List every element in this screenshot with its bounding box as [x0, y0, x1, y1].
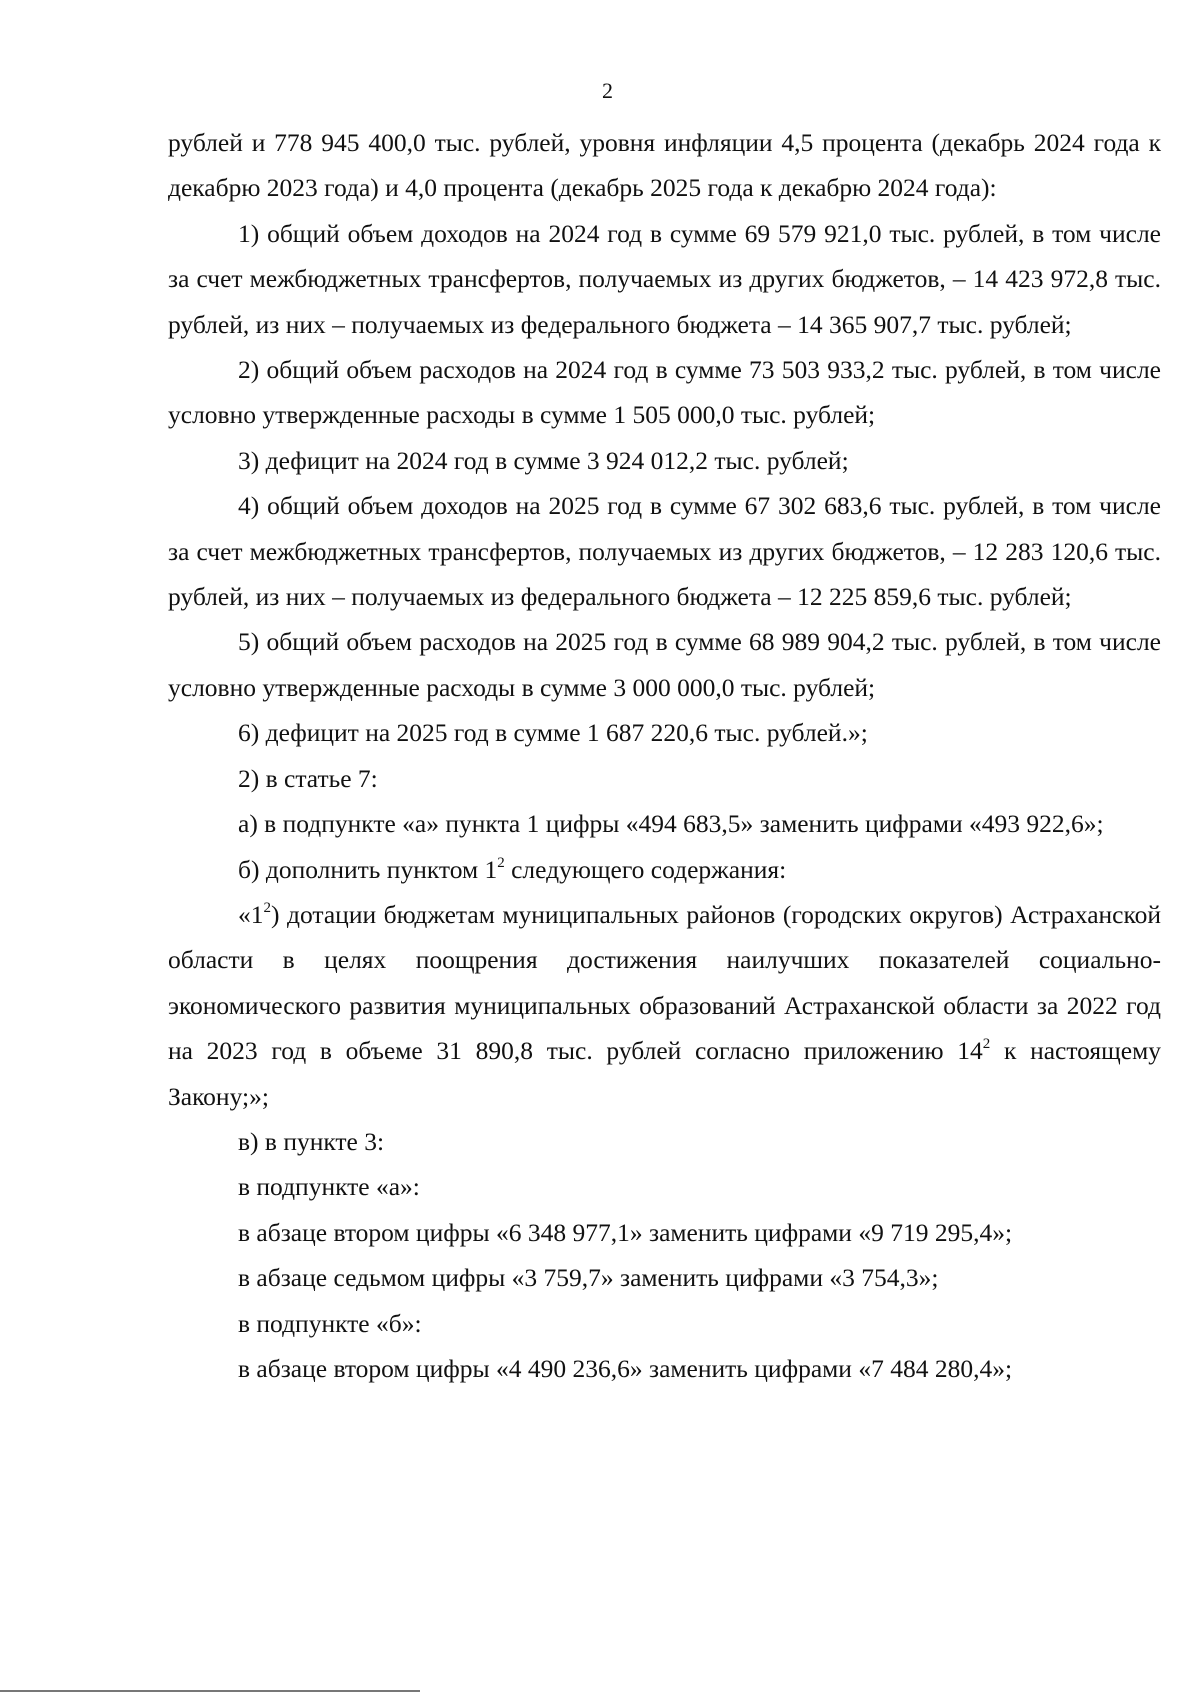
superscript: 2 — [497, 854, 505, 871]
text-fragment: к настоящему Закону;»; — [168, 1036, 1161, 1111]
paragraph-item-4-income-2025: 4) общий объем доходов на 2025 год в сумме 67 302 683,6 тыс. рублей, в том числе за счет межбюджетных трансфертов, получаемых из других бюджетов, – 12 283 120,6 тыс. рублей, из них – получаемых из федерального бюджета – 12 225 859,6 тыс. рублей; — [168, 491, 1161, 612]
paragraph-subitem-b — [168, 847, 1161, 892]
paragraph-item-1-income-2024: 1) общий объем доходов на 2024 год в сумме 69 579 921,0 тыс. рублей, в том числе за счет межбюджетных трансфертов, получаемых из других бюджетов, – 14 423 972,8 тыс. рублей, из них – получаемых из федерального бюджета – 14 365 907,7 тыс. рублей; — [168, 218, 1161, 339]
paragraph-abzac-7: в абзаце седьмом цифры «3 759,7» заменить цифрами «3 754,3»; — [238, 1263, 939, 1293]
paragraph-subsidies-clause — [168, 892, 1161, 1119]
page-number: 2 — [602, 78, 613, 103]
paragraph-subpoint-b: в подпункте «б»: — [238, 1308, 422, 1338]
document-body — [168, 120, 1161, 1391]
paragraph-article-7: 2) в статье 7: — [238, 763, 378, 793]
paragraph-item-5-expenses-2025: 5) общий объем расходов на 2025 год в сумме 68 989 904,2 тыс. рублей, в том числе условно утвержденные расходы в сумме 3 000 000,0 тыс. рублей; — [168, 627, 1161, 702]
paragraph-subpoint-a: в подпункте «а»: — [238, 1172, 420, 1202]
paragraph-subitem-a: а) в подпункте «а» пункта 1 цифры «494 683,5» заменить цифрами «493 922,6»; — [238, 809, 1104, 839]
superscript: 2 — [263, 899, 271, 916]
text-fragment: б) дополнить пунктом 1 — [238, 854, 498, 884]
paragraph-subitem-v: в) в пункте 3: — [238, 1126, 385, 1156]
superscript: 2 — [982, 1036, 991, 1053]
paragraph-item-6-deficit-2025: 6) дефицит на 2025 год в сумме 1 687 220,6 тыс. рублей.»; — [238, 718, 868, 748]
scan-edge-line — [0, 1690, 420, 1692]
paragraph-abzac-2-b: в абзаце втором цифры «4 490 236,6» заменить цифрами «7 484 280,4»; — [238, 1353, 1013, 1383]
paragraph-continuation: рублей и 778 945 400,0 тыс. рублей, уровня инфляции 4,5 процента (декабрь 2024 года к декабрю 2023 года) и 4,0 процента (декабрь 2025 года к декабрю 2024 года): — [168, 128, 1161, 203]
paragraph-abzac-2: в абзаце втором цифры «6 348 977,1» заменить цифрами «9 719 295,4»; — [238, 1217, 1013, 1247]
text-fragment: «1 — [238, 899, 264, 929]
paragraph-item-2-expenses-2024: 2) общий объем расходов на 2024 год в сумме 73 503 933,2 тыс. рублей, в том числе условно утвержденные расходы в сумме 1 505 000,0 тыс. рублей; — [168, 355, 1161, 430]
text-fragment: ) дотации бюджетам муниципальных районов (городских округов) Астраханской области в целях поощрения достижения наилучших показателей социально-экономического развития муниципальных образований Астраханской области за 2022 год на 2023 год в объеме 31 890,8 тыс. рублей согласно приложению 14 — [168, 899, 1161, 1066]
paragraph-item-3-deficit-2024: 3) дефицит на 2024 год в сумме 3 924 012,2 тыс. рублей; — [238, 445, 849, 475]
text-fragment: следующего содержания: — [504, 854, 787, 884]
